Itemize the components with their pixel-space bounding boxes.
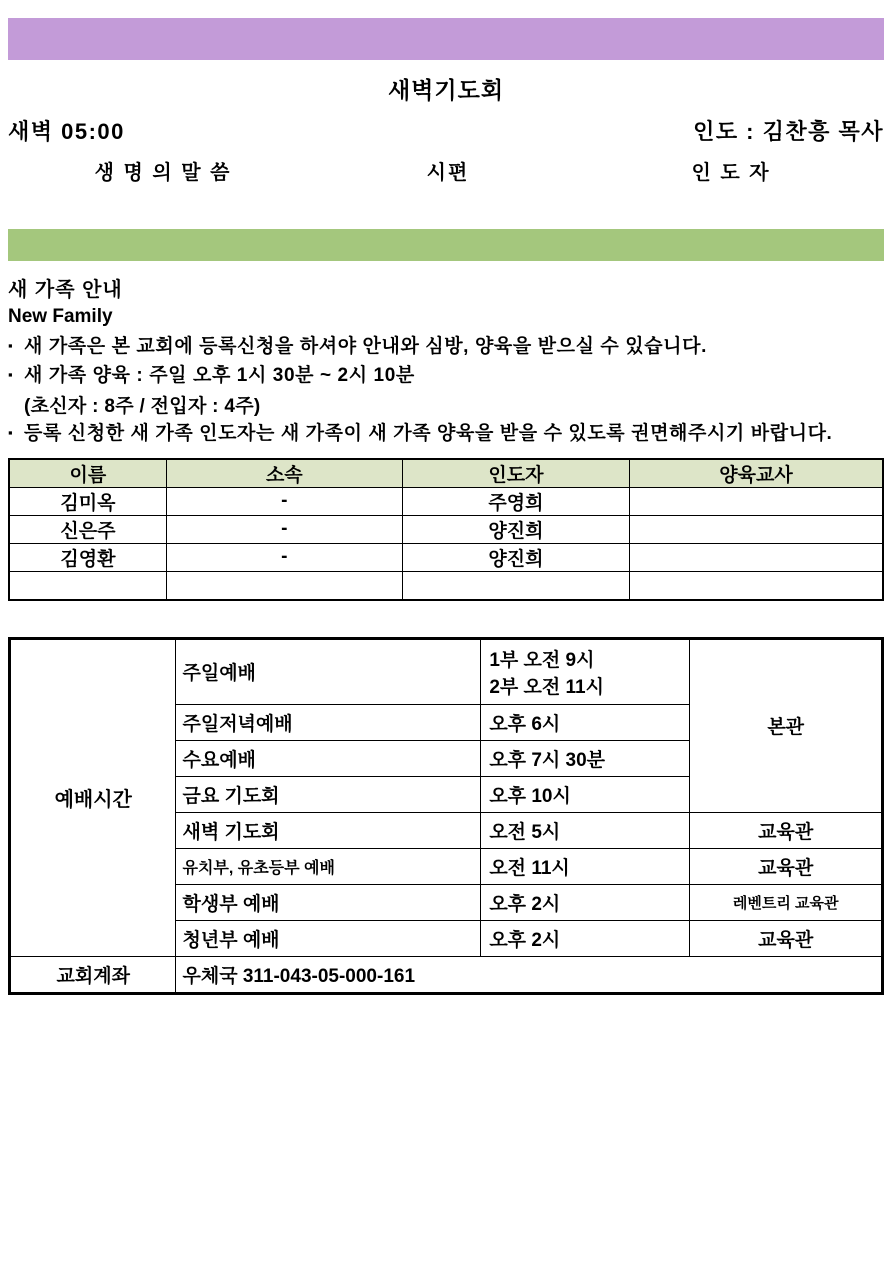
table-header-guide: 인도자 (402, 459, 629, 488)
service-name: 수요예배 (176, 740, 481, 776)
service-place: 교육관 (690, 812, 882, 848)
column-header-word-of-life: 생 명 의 말 씀 (94, 162, 232, 184)
bullet-square-icon: ▪ (8, 367, 13, 383)
bullet-text: 등록 신청한 새 가족 인도자는 새 가족이 새 가족 양육을 받을 수 있도록 권면해주시기 바랍니다. (24, 423, 833, 445)
purple-header-bar (8, 18, 884, 60)
list-item (8, 363, 884, 389)
service-time-line-1: 1부 오전 9시 (489, 649, 595, 671)
cell-teacher (630, 571, 883, 600)
service-time: 오후 2시 (481, 884, 690, 920)
cell-name (9, 571, 166, 600)
table-row (9, 487, 883, 515)
service-place: 교육관 (690, 848, 882, 884)
table-row (11, 956, 882, 992)
column-header-psalms: 시편 (426, 162, 470, 184)
service-name: 청년부 예배 (176, 920, 481, 956)
church-account-value: 우체국 311-043-05-000-161 (176, 956, 882, 992)
cell-name: 김미옥 (9, 487, 166, 515)
new-family-subtitle: New Family (8, 306, 113, 327)
cell-teacher (630, 543, 883, 571)
dawn-prayer-time: 새벽 05:00 (8, 119, 125, 144)
dawn-prayer-leader: 인도 : 김찬흥 목사 (693, 119, 884, 144)
cell-teacher (630, 515, 883, 543)
table-row (11, 639, 882, 704)
service-schedule-wrapper (8, 637, 884, 995)
service-name: 주일저녁예배 (176, 704, 481, 740)
table-row (9, 571, 883, 600)
service-place: 본관 (690, 639, 882, 812)
table-header-teacher: 양육교사 (630, 459, 883, 488)
service-name: 학생부 예배 (176, 884, 481, 920)
table-row (9, 515, 883, 543)
service-place: 레벤트리 교육관 (690, 884, 882, 920)
cell-affiliation (166, 571, 402, 600)
cell-affiliation: - (166, 543, 402, 571)
service-time: 오전 11시 (481, 848, 690, 884)
service-time: 오전 5시 (481, 812, 690, 848)
service-schedule-table (10, 639, 882, 993)
table-row (9, 543, 883, 571)
dawn-prayer-time-row (8, 115, 884, 146)
service-name: 금요 기도회 (176, 776, 481, 812)
bullet-text: 새 가족 양육 : 주일 오후 1시 30분 ~ 2시 10분 (24, 365, 415, 387)
cell-affiliation: - (166, 515, 402, 543)
service-name: 새벽 기도회 (176, 812, 481, 848)
table-header-affiliation: 소속 (166, 459, 402, 488)
cell-name: 신은주 (9, 515, 166, 543)
new-family-bullet-list (8, 334, 884, 448)
cell-name: 김영환 (9, 543, 166, 571)
bullet-square-icon: ▪ (8, 338, 13, 353)
new-family-title: 새 가족 안내 (8, 279, 123, 301)
cell-guide: 양진희 (402, 543, 629, 571)
service-place: 교육관 (690, 920, 882, 956)
service-name: 주일예배 (176, 639, 481, 704)
bulletin-page (0, 18, 892, 1276)
service-time: 오후 10시 (481, 776, 690, 812)
list-item (8, 334, 884, 360)
bullet-square-icon: ▪ (8, 425, 13, 441)
service-time: 오후 7시 30분 (481, 740, 690, 776)
cell-affiliation: - (166, 487, 402, 515)
dawn-prayer-column-headers (8, 156, 884, 185)
list-item (8, 421, 884, 447)
cell-guide: 주영희 (402, 487, 629, 515)
column-header-leader: 인 도 자 (691, 162, 771, 184)
church-account-label: 교회계좌 (11, 956, 176, 992)
service-time (481, 639, 690, 704)
cell-guide: 양진희 (402, 515, 629, 543)
table-header-name: 이름 (9, 459, 166, 488)
service-time: 오후 2시 (481, 920, 690, 956)
green-divider-bar (8, 229, 884, 261)
cell-guide (402, 571, 629, 600)
cell-teacher (630, 487, 883, 515)
table-header-row (9, 459, 883, 488)
new-family-table (8, 458, 884, 601)
dawn-prayer-title: 새벽기도회 (387, 77, 505, 103)
service-time: 오후 6시 (481, 704, 690, 740)
bullet-text: 새 가족은 본 교회에 등록신청을 하셔야 안내와 심방, 양육을 받으실 수 있습니다. (24, 336, 707, 357)
service-time-line-2: 2부 오전 11시 (489, 676, 604, 698)
service-name: 유치부, 유초등부 예배 (176, 848, 481, 884)
service-time-label: 예배시간 (11, 639, 176, 956)
new-family-note: (초신자 : 8주 / 전입자 : 4주) (24, 396, 261, 418)
